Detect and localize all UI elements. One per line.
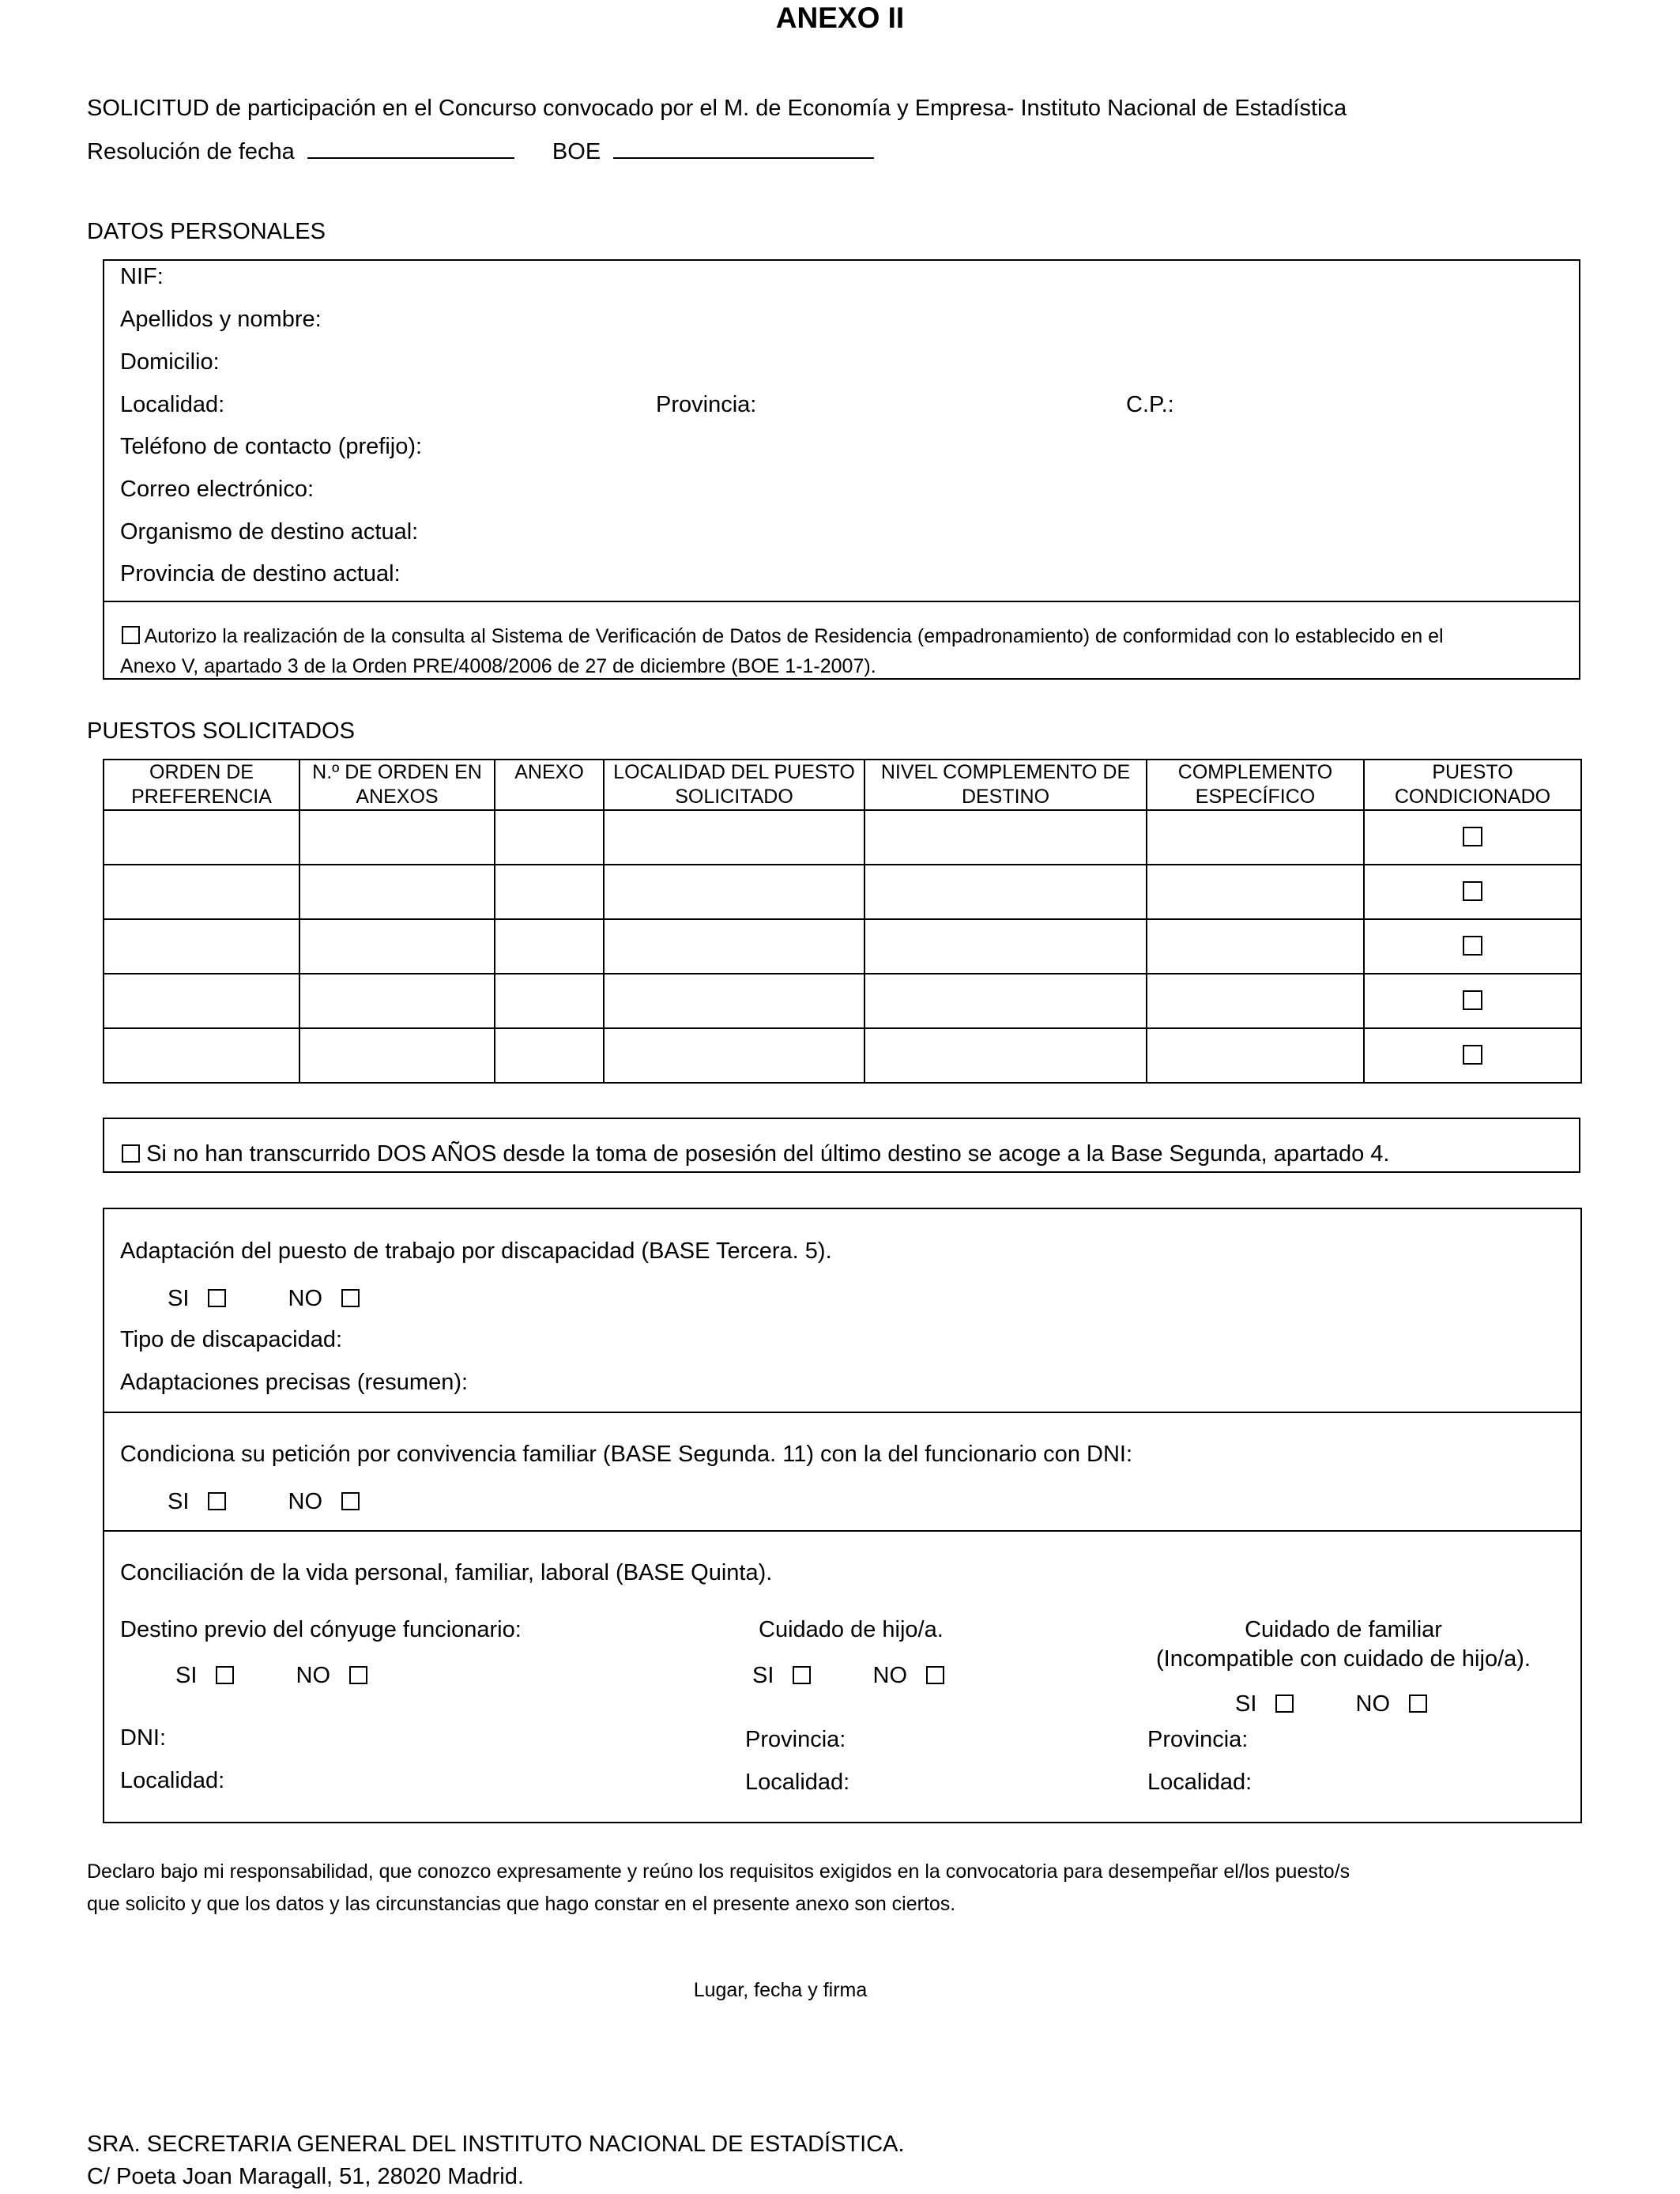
condicionado-checkbox[interactable] [1463, 1045, 1482, 1065]
cell[interactable] [604, 919, 864, 974]
col-condicionado: PUESTO CONDICIONADO [1364, 760, 1581, 810]
cell[interactable] [1147, 810, 1364, 865]
telefono-field[interactable]: Teléfono de contacto (prefijo): [120, 434, 423, 459]
cell[interactable] [1147, 865, 1364, 919]
hijo-si-checkbox[interactable] [793, 1666, 811, 1684]
adaptacion-no-label: NO [288, 1286, 323, 1311]
familiar-subheading: (Incompatible con cuidado de hijo/a). [1156, 1646, 1531, 1672]
condiciona-heading: Condiciona su petición por convivencia familiar (BASE Segunda. 11) con la del funcionario con DNI: [120, 1442, 1132, 1467]
conyuge-si-checkbox[interactable] [216, 1666, 234, 1684]
cell[interactable] [495, 1028, 604, 1083]
divider [103, 1530, 1582, 1532]
cell[interactable] [104, 810, 299, 865]
col-numero-orden: N.º DE ORDEN EN ANEXOS [299, 760, 495, 810]
familiar-options [1235, 1690, 1427, 1718]
cell[interactable] [604, 865, 864, 919]
adaptacion-no-checkbox[interactable] [341, 1289, 360, 1307]
table-row [104, 974, 1581, 1028]
adaptacion-heading: Adaptación del puesto de trabajo por discapacidad (BASE Tercera. 5). [120, 1238, 832, 1264]
condiciona-options [168, 1487, 360, 1516]
cell[interactable] [495, 810, 604, 865]
conyuge-options [175, 1661, 367, 1690]
condiciona-si-label: SI [168, 1489, 190, 1514]
autorizo-text-2: Anexo V, apartado 3 de la Orden PRE/4008/2006 de 27 de diciembre (BOE 1-1-2007). [120, 655, 876, 677]
organismo-field[interactable]: Organismo de destino actual: [120, 519, 419, 545]
cell [1364, 1028, 1581, 1083]
condiciona-no-label: NO [288, 1489, 323, 1514]
cell [1364, 974, 1581, 1028]
col-complemento: COMPLEMENTO ESPECÍFICO [1147, 760, 1364, 810]
familiar-provincia-field[interactable]: Provincia: [1147, 1727, 1249, 1752]
puestos-table [103, 759, 1582, 1084]
cell[interactable] [104, 1028, 299, 1083]
cell [1364, 810, 1581, 865]
solicitud-line: SOLICITUD de participación en el Concurso convocado por el M. de Economía y Empresa- Instituto Nacional de Estadística [87, 96, 1347, 121]
cell[interactable] [864, 974, 1147, 1028]
cell[interactable] [1147, 919, 1364, 974]
declaracion-line-2: que solicito y que los datos y las circunstancias que hago constar en el presente anexo son ciertos. [87, 1893, 956, 1915]
datos-personales-heading: DATOS PERSONALES [87, 219, 326, 244]
cp-field[interactable]: C.P.: [1126, 392, 1174, 417]
domicilio-field[interactable]: Domicilio: [120, 349, 220, 375]
table-header-row [104, 760, 1581, 810]
cell[interactable] [299, 810, 495, 865]
hijo-si-label: SI [752, 1663, 774, 1688]
conyuge-heading: Destino previo del cónyuge funcionario: [120, 1617, 522, 1642]
resolucion-fecha-field[interactable] [307, 138, 514, 159]
localidad-field[interactable]: Localidad: [120, 392, 225, 417]
cell [1364, 919, 1581, 974]
cell[interactable] [495, 974, 604, 1028]
table-row [104, 1028, 1581, 1083]
conciliacion-heading: Conciliación de la vida personal, familiar, laboral (BASE Quinta). [120, 1560, 773, 1585]
hijo-no-label: NO [872, 1663, 908, 1688]
correo-field[interactable]: Correo electrónico: [120, 477, 314, 502]
cell[interactable] [604, 974, 864, 1028]
hijo-localidad-field[interactable]: Localidad: [745, 1770, 850, 1795]
condicionado-checkbox[interactable] [1463, 990, 1482, 1010]
cell[interactable] [104, 919, 299, 974]
datos-personales-box [103, 259, 1580, 680]
cell[interactable] [864, 810, 1147, 865]
familiar-localidad-field[interactable]: Localidad: [1147, 1770, 1252, 1795]
conyuge-dni-field[interactable]: DNI: [120, 1725, 166, 1751]
cell[interactable] [1147, 1028, 1364, 1083]
familiar-si-label: SI [1235, 1691, 1257, 1717]
cell [1364, 865, 1581, 919]
provincia-destino-field[interactable]: Provincia de destino actual: [120, 561, 401, 586]
cell[interactable] [604, 1028, 864, 1083]
page-title: ANEXO II [775, 2, 905, 34]
condiciona-no-checkbox[interactable] [341, 1492, 360, 1510]
firma-label: Lugar, fecha y firma [693, 1979, 868, 2001]
divider [103, 1412, 1582, 1413]
resolucion-label: Resolución de fecha [87, 139, 295, 164]
condicionado-checkbox[interactable] [1463, 881, 1482, 901]
cell[interactable] [864, 1028, 1147, 1083]
condiciona-si-checkbox[interactable] [208, 1492, 226, 1510]
tipo-discapacidad-field[interactable]: Tipo de discapacidad: [120, 1327, 343, 1352]
provincia-field[interactable]: Provincia: [656, 392, 757, 417]
col-anexo: ANEXO [495, 760, 604, 810]
familiar-no-checkbox[interactable] [1409, 1695, 1427, 1713]
condicionado-checkbox[interactable] [1463, 827, 1482, 846]
autorizo-checkbox[interactable] [122, 626, 140, 644]
cell[interactable] [104, 974, 299, 1028]
cell[interactable] [1147, 974, 1364, 1028]
resolucion-row [87, 138, 874, 166]
hijo-heading: Cuidado de hijo/a. [759, 1617, 944, 1642]
cell[interactable] [495, 919, 604, 974]
boe-field[interactable] [613, 138, 874, 159]
declaracion-line-1: Declaro bajo mi responsabilidad, que conozco expresamente y reúno los requisitos exigidos en la convocatoria para desempeñar el/los puesto/s [87, 1860, 1350, 1883]
cell[interactable] [299, 1028, 495, 1083]
cell[interactable] [104, 865, 299, 919]
familiar-no-label: NO [1355, 1691, 1391, 1717]
cell[interactable] [299, 865, 495, 919]
dos-anos-text: Si no han transcurrido DOS AÑOS desde la toma de posesión del último destino se acoge a la Base Segunda, apartado 4. [146, 1141, 1390, 1167]
cell[interactable] [495, 865, 604, 919]
familiar-heading: Cuidado de familiar [1245, 1617, 1442, 1642]
condicionado-checkbox[interactable] [1463, 936, 1482, 956]
hijo-options [752, 1661, 944, 1690]
cell[interactable] [864, 865, 1147, 919]
cell[interactable] [299, 974, 495, 1028]
dos-anos-checkbox[interactable] [122, 1144, 140, 1163]
adaptacion-si-checkbox[interactable] [208, 1289, 226, 1307]
adaptacion-si-label: SI [168, 1286, 190, 1311]
nif-field[interactable]: NIF: [120, 264, 164, 289]
cell[interactable] [864, 919, 1147, 974]
cell[interactable] [299, 919, 495, 974]
puestos-heading: PUESTOS SOLICITADOS [87, 718, 355, 744]
conyuge-no-label: NO [296, 1663, 331, 1688]
adaptaciones-field[interactable]: Adaptaciones precisas (resumen): [120, 1370, 469, 1395]
familiar-si-checkbox[interactable] [1275, 1695, 1294, 1713]
conyuge-no-checkbox[interactable] [349, 1666, 367, 1684]
destinatario-line-2: C/ Poeta Joan Maragall, 51, 28020 Madrid. [87, 2164, 524, 2189]
divider [103, 601, 1580, 602]
cell[interactable] [604, 810, 864, 865]
table-row [104, 810, 1581, 865]
autorizo-block [122, 621, 1576, 681]
col-orden-preferencia: ORDEN DE PREFERENCIA [104, 760, 299, 810]
hijo-no-checkbox[interactable] [926, 1666, 944, 1684]
conyuge-localidad-field[interactable]: Localidad: [120, 1768, 225, 1793]
col-localidad: LOCALIDAD DEL PUESTO SOLICITADO [604, 760, 864, 810]
adaptacion-options [168, 1284, 360, 1313]
dos-anos-row [122, 1140, 1389, 1168]
table-row [104, 919, 1581, 974]
autorizo-text-1: Autorizo la realización de la consulta al Sistema de Verificación de Datos de Residencia (empadronamiento) de conformidad con lo establecido en el [144, 625, 1444, 647]
col-nivel: NIVEL COMPLEMENTO DE DESTINO [864, 760, 1147, 810]
apellidos-field[interactable]: Apellidos y nombre: [120, 307, 322, 332]
destinatario-line-1: SRA. SECRETARIA GENERAL DEL INSTITUTO NACIONAL DE ESTADÍSTICA. [87, 2132, 905, 2157]
conyuge-si-label: SI [175, 1663, 198, 1688]
boe-label: BOE [552, 139, 601, 164]
table-row [104, 865, 1581, 919]
hijo-provincia-field[interactable]: Provincia: [745, 1727, 846, 1752]
